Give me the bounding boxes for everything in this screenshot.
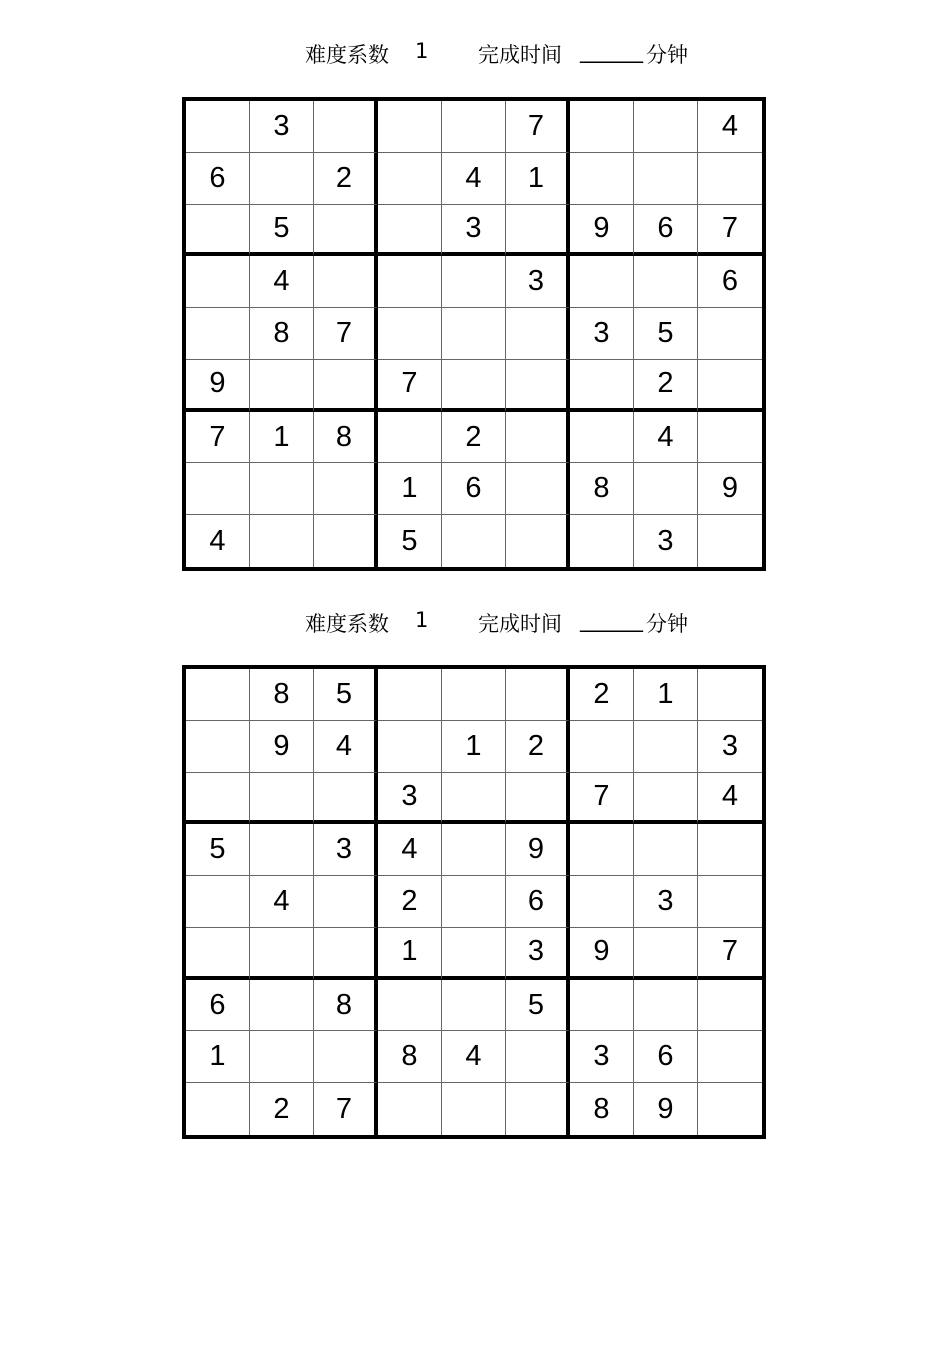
sudoku-cell: 3 bbox=[442, 205, 506, 257]
sudoku-cell[interactable] bbox=[698, 360, 762, 412]
sudoku-cell[interactable] bbox=[698, 308, 762, 360]
sudoku-cell: 7 bbox=[570, 773, 634, 825]
sudoku-cell: 3 bbox=[250, 101, 314, 153]
sudoku-cell: 2 bbox=[314, 153, 378, 205]
sudoku-cell: 9 bbox=[186, 360, 250, 412]
sudoku-cell: 5 bbox=[634, 308, 698, 360]
sudoku-cell: 4 bbox=[698, 101, 762, 153]
sudoku-cell[interactable] bbox=[442, 669, 506, 721]
sudoku-cell[interactable] bbox=[698, 876, 762, 928]
sudoku-cell: 3 bbox=[506, 928, 570, 980]
sudoku-cell[interactable] bbox=[442, 1083, 506, 1135]
sudoku-cell: 3 bbox=[634, 876, 698, 928]
sudoku-cell: 3 bbox=[506, 256, 570, 308]
sudoku-cell: 2 bbox=[250, 1083, 314, 1135]
sudoku-cell[interactable] bbox=[186, 928, 250, 980]
sudoku-cell: 7 bbox=[506, 101, 570, 153]
time-unit: 分钟 bbox=[646, 612, 688, 636]
sudoku-cell[interactable] bbox=[378, 721, 442, 773]
sudoku-cell[interactable] bbox=[314, 515, 378, 567]
sudoku-cell: 8 bbox=[378, 1031, 442, 1083]
sudoku-cell[interactable] bbox=[314, 463, 378, 515]
sudoku-cell[interactable] bbox=[698, 824, 762, 876]
sudoku-cell[interactable] bbox=[314, 205, 378, 257]
sudoku-cell: 3 bbox=[570, 1031, 634, 1083]
sudoku-cell[interactable] bbox=[442, 515, 506, 567]
sudoku-cell[interactable] bbox=[186, 101, 250, 153]
sudoku-cell: 9 bbox=[506, 824, 570, 876]
sudoku-cell: 1 bbox=[442, 721, 506, 773]
puzzle-2-header bbox=[0, 602, 950, 642]
sudoku-cell[interactable] bbox=[442, 360, 506, 412]
sudoku-cell[interactable] bbox=[570, 256, 634, 308]
sudoku-cell[interactable] bbox=[378, 1083, 442, 1135]
sudoku-cell: 4 bbox=[698, 773, 762, 825]
sudoku-cell: 2 bbox=[506, 721, 570, 773]
sudoku-cell[interactable] bbox=[250, 360, 314, 412]
sudoku-cell: 2 bbox=[570, 669, 634, 721]
sudoku-cell: 7 bbox=[314, 308, 378, 360]
sudoku-cell[interactable] bbox=[250, 463, 314, 515]
sudoku-cell[interactable] bbox=[506, 412, 570, 464]
sudoku-cell: 6 bbox=[186, 153, 250, 205]
sudoku-cell[interactable] bbox=[186, 256, 250, 308]
sudoku-cell: 5 bbox=[250, 205, 314, 257]
sudoku-cell[interactable] bbox=[250, 515, 314, 567]
sudoku-cell: 6 bbox=[634, 205, 698, 257]
sudoku-cell[interactable] bbox=[250, 980, 314, 1032]
sudoku-cell[interactable] bbox=[442, 928, 506, 980]
sudoku-cell[interactable] bbox=[186, 876, 250, 928]
difficulty-value: 1 bbox=[415, 608, 429, 632]
sudoku-cell[interactable] bbox=[634, 463, 698, 515]
sudoku-cell: 7 bbox=[698, 205, 762, 257]
sudoku-cell[interactable] bbox=[634, 256, 698, 308]
sudoku-cell: 7 bbox=[378, 360, 442, 412]
sudoku-cell: 7 bbox=[698, 928, 762, 980]
sudoku-cell: 5 bbox=[186, 824, 250, 876]
sudoku-cell: 3 bbox=[698, 721, 762, 773]
sudoku-cell: 1 bbox=[186, 1031, 250, 1083]
sudoku-cell[interactable] bbox=[698, 153, 762, 205]
sudoku-cell[interactable] bbox=[186, 1083, 250, 1135]
sudoku-cell[interactable] bbox=[442, 308, 506, 360]
sudoku-cell[interactable] bbox=[442, 980, 506, 1032]
sudoku-cell[interactable] bbox=[634, 101, 698, 153]
sudoku-cell: 4 bbox=[314, 721, 378, 773]
sudoku-cell[interactable] bbox=[314, 876, 378, 928]
sudoku-cell[interactable] bbox=[506, 669, 570, 721]
sudoku-cell: 7 bbox=[314, 1083, 378, 1135]
sudoku-cell: 1 bbox=[250, 412, 314, 464]
sudoku-cell[interactable] bbox=[506, 515, 570, 567]
sudoku-cell[interactable] bbox=[250, 153, 314, 205]
sudoku-cell[interactable] bbox=[570, 980, 634, 1032]
sudoku-cell[interactable] bbox=[314, 256, 378, 308]
sudoku-cell: 4 bbox=[250, 256, 314, 308]
sudoku-cell[interactable] bbox=[570, 360, 634, 412]
sudoku-cell: 1 bbox=[378, 928, 442, 980]
sudoku-cell[interactable] bbox=[250, 928, 314, 980]
sudoku-cell[interactable] bbox=[314, 101, 378, 153]
sudoku-cell[interactable] bbox=[378, 308, 442, 360]
sudoku-cell: 8 bbox=[314, 980, 378, 1032]
sudoku-cell: 9 bbox=[250, 721, 314, 773]
sudoku-cell[interactable] bbox=[442, 876, 506, 928]
sudoku-cell[interactable] bbox=[186, 308, 250, 360]
sudoku-cell[interactable] bbox=[378, 412, 442, 464]
sudoku-cell[interactable] bbox=[634, 721, 698, 773]
sudoku-cell[interactable] bbox=[698, 980, 762, 1032]
sudoku-cell: 3 bbox=[378, 773, 442, 825]
difficulty-label: 难度系数 bbox=[305, 43, 389, 67]
sudoku-cell[interactable] bbox=[378, 205, 442, 257]
sudoku-cell: 3 bbox=[634, 515, 698, 567]
sudoku-cell[interactable] bbox=[186, 205, 250, 257]
sudoku-cell[interactable] bbox=[570, 153, 634, 205]
sudoku-cell[interactable] bbox=[186, 669, 250, 721]
sudoku-cell[interactable] bbox=[314, 928, 378, 980]
sudoku-cell[interactable] bbox=[506, 1083, 570, 1135]
sudoku-cell[interactable] bbox=[570, 876, 634, 928]
sudoku-cell: 4 bbox=[442, 1031, 506, 1083]
sudoku-cell: 3 bbox=[314, 824, 378, 876]
sudoku-cell: 4 bbox=[634, 412, 698, 464]
sudoku-cell: 9 bbox=[698, 463, 762, 515]
time-blank[interactable]: ______ bbox=[580, 39, 643, 63]
sudoku-cell[interactable] bbox=[442, 773, 506, 825]
sudoku-cell: 4 bbox=[442, 153, 506, 205]
sudoku-cell: 8 bbox=[570, 463, 634, 515]
sudoku-cell[interactable] bbox=[634, 773, 698, 825]
sudoku-cell[interactable] bbox=[186, 773, 250, 825]
sudoku-cell[interactable] bbox=[698, 669, 762, 721]
time-blank[interactable]: ______ bbox=[580, 608, 643, 632]
sudoku-cell[interactable] bbox=[186, 463, 250, 515]
sudoku-cell[interactable] bbox=[186, 721, 250, 773]
sudoku-cell: 7 bbox=[186, 412, 250, 464]
sudoku-cell[interactable] bbox=[506, 1031, 570, 1083]
sudoku-cell: 6 bbox=[186, 980, 250, 1032]
sudoku-cell[interactable] bbox=[698, 412, 762, 464]
sudoku-cell: 8 bbox=[314, 412, 378, 464]
time-label: 完成时间 bbox=[478, 43, 562, 67]
sudoku-cell: 2 bbox=[378, 876, 442, 928]
sudoku-cell[interactable] bbox=[506, 308, 570, 360]
sudoku-cell: 9 bbox=[634, 1083, 698, 1135]
sudoku-grid-2 bbox=[182, 665, 766, 1139]
sudoku-cell[interactable] bbox=[634, 980, 698, 1032]
puzzle-1-header bbox=[0, 33, 950, 73]
sudoku-cell: 8 bbox=[250, 669, 314, 721]
sudoku-cell[interactable] bbox=[698, 1083, 762, 1135]
sudoku-cell: 4 bbox=[250, 876, 314, 928]
sudoku-cell: 1 bbox=[634, 669, 698, 721]
sudoku-cell[interactable] bbox=[506, 463, 570, 515]
sudoku-cell[interactable] bbox=[314, 360, 378, 412]
sudoku-cell: 4 bbox=[186, 515, 250, 567]
sudoku-cell[interactable] bbox=[250, 773, 314, 825]
sudoku-cell: 6 bbox=[506, 876, 570, 928]
sudoku-cell[interactable] bbox=[506, 773, 570, 825]
sudoku-cell[interactable] bbox=[378, 669, 442, 721]
sudoku-cell[interactable] bbox=[570, 721, 634, 773]
sudoku-cell[interactable] bbox=[570, 515, 634, 567]
sudoku-cell[interactable] bbox=[698, 1031, 762, 1083]
sudoku-cell[interactable] bbox=[506, 360, 570, 412]
sudoku-cell: 8 bbox=[570, 1083, 634, 1135]
sudoku-cell[interactable] bbox=[378, 101, 442, 153]
sudoku-cell[interactable] bbox=[442, 256, 506, 308]
sudoku-cell: 5 bbox=[506, 980, 570, 1032]
sudoku-cell: 9 bbox=[570, 928, 634, 980]
sudoku-cell[interactable] bbox=[570, 824, 634, 876]
sudoku-cell: 9 bbox=[570, 205, 634, 257]
time-label: 完成时间 bbox=[478, 612, 562, 636]
sudoku-cell[interactable] bbox=[634, 824, 698, 876]
sudoku-cell[interactable] bbox=[250, 824, 314, 876]
sudoku-cell[interactable] bbox=[250, 1031, 314, 1083]
sudoku-cell: 6 bbox=[634, 1031, 698, 1083]
time-unit: 分钟 bbox=[646, 43, 688, 67]
sudoku-cell[interactable] bbox=[314, 1031, 378, 1083]
sudoku-cell[interactable] bbox=[634, 153, 698, 205]
difficulty-label: 难度系数 bbox=[305, 612, 389, 636]
sudoku-cell[interactable] bbox=[314, 773, 378, 825]
sudoku-cell[interactable] bbox=[378, 256, 442, 308]
sudoku-cell[interactable] bbox=[442, 101, 506, 153]
sudoku-cell: 6 bbox=[698, 256, 762, 308]
sudoku-cell: 4 bbox=[378, 824, 442, 876]
sudoku-cell[interactable] bbox=[570, 412, 634, 464]
sudoku-cell[interactable] bbox=[634, 928, 698, 980]
sudoku-cell[interactable] bbox=[570, 101, 634, 153]
sudoku-grid-1 bbox=[182, 97, 766, 571]
sudoku-cell: 2 bbox=[442, 412, 506, 464]
sudoku-cell: 1 bbox=[506, 153, 570, 205]
difficulty-value: 1 bbox=[415, 39, 429, 63]
sudoku-cell: 5 bbox=[314, 669, 378, 721]
sudoku-cell[interactable] bbox=[698, 515, 762, 567]
sudoku-cell[interactable] bbox=[442, 824, 506, 876]
sudoku-cell[interactable] bbox=[378, 153, 442, 205]
sudoku-cell[interactable] bbox=[506, 205, 570, 257]
sudoku-cell: 5 bbox=[378, 515, 442, 567]
sudoku-cell: 1 bbox=[378, 463, 442, 515]
sudoku-cell: 8 bbox=[250, 308, 314, 360]
sudoku-cell[interactable] bbox=[378, 980, 442, 1032]
sudoku-cell: 2 bbox=[634, 360, 698, 412]
sudoku-cell: 6 bbox=[442, 463, 506, 515]
sudoku-cell: 3 bbox=[570, 308, 634, 360]
